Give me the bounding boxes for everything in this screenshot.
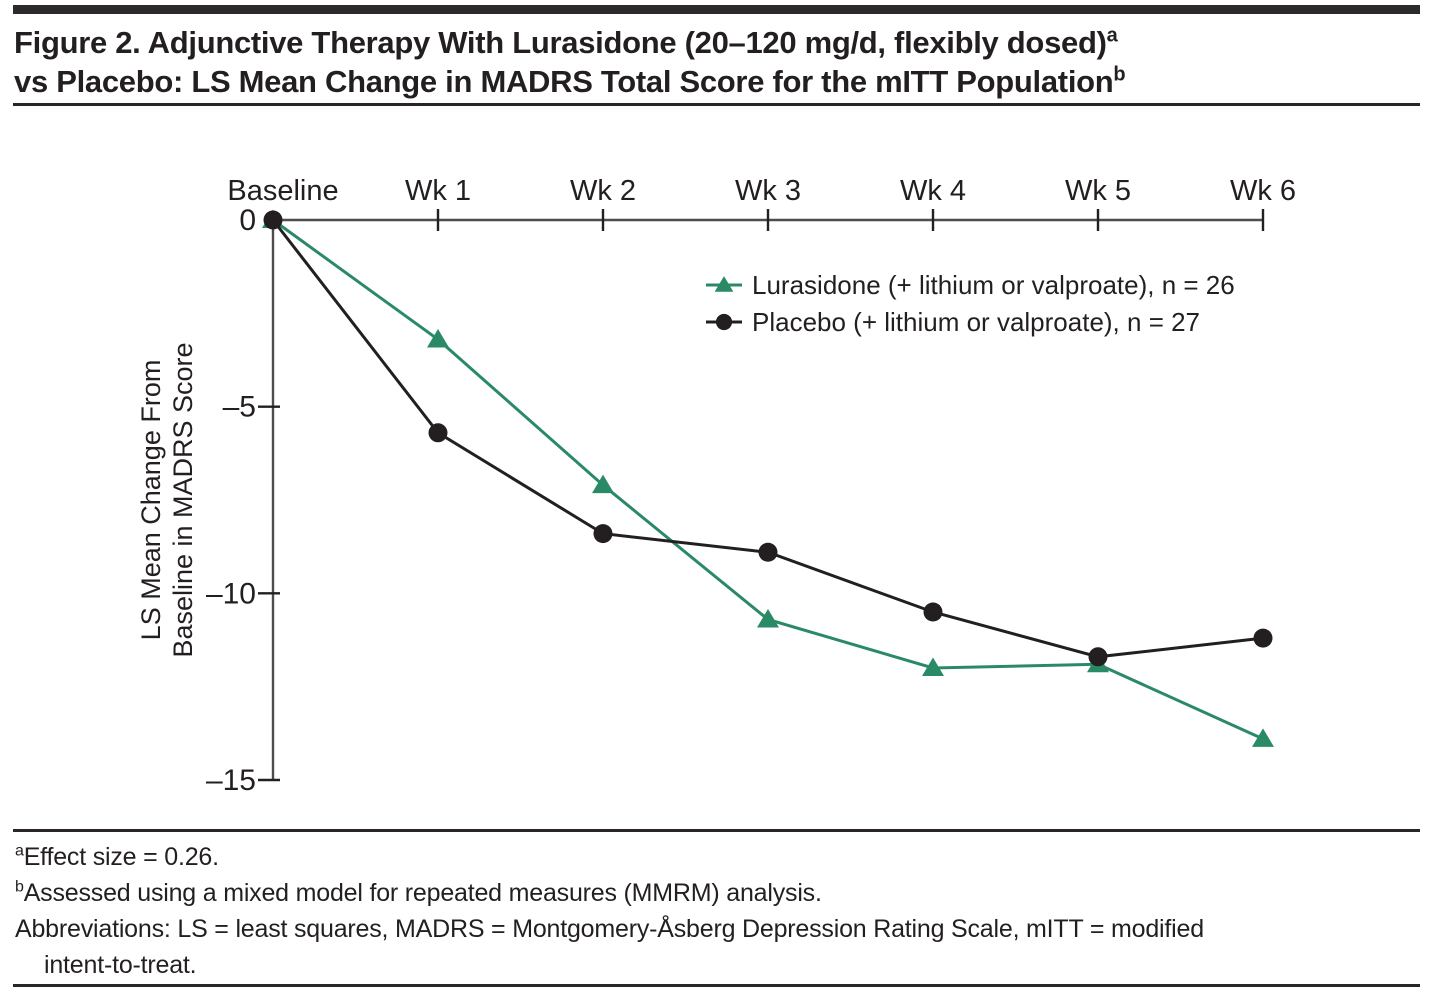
- footnote-top-rule: [13, 829, 1420, 832]
- y-axis-title-line2: Baseline in MADRS Score: [168, 342, 198, 658]
- data-point-placebo: [1254, 629, 1273, 648]
- footnote-bottom-rule: [13, 984, 1420, 987]
- y-tick-label: –10: [205, 577, 256, 611]
- figure-title-footnote-marker-b: b: [1113, 63, 1126, 86]
- y-axis-title-line1: LS Mean Change From: [136, 359, 166, 641]
- footnote-effect-size: [15, 839, 1419, 875]
- footnote-mmrm: [15, 875, 1419, 911]
- legend-circle-marker: [716, 314, 732, 330]
- x-tick-label: Wk 5: [1064, 175, 1132, 207]
- x-tick-label: Wk 6: [1229, 175, 1297, 207]
- footnote-abbreviations-text: Abbreviations: LS = least squares, MADRS = Montgomery-Åsberg Depression Rating Scale, mITT = modified: [15, 915, 1204, 943]
- data-point-placebo: [924, 602, 943, 621]
- footnote-effect-size-text: Effect size = 0.26.: [23, 843, 219, 871]
- rule-under-title: [13, 103, 1420, 106]
- figure-title-line1-text: Figure 2. Adjunctive Therapy With Lurasidone (20–120 mg/d, flexibly dosed): [14, 25, 1107, 60]
- footnote-abbreviations: [15, 911, 1419, 947]
- data-point-placebo: [594, 524, 613, 543]
- y-tick-label: 0: [239, 204, 256, 237]
- madrs-line-chart: [0, 130, 1432, 830]
- top-rule: [13, 5, 1420, 14]
- y-tick-label: –15: [205, 763, 256, 797]
- data-point-placebo: [429, 423, 448, 442]
- footnote-marker-b: b: [15, 878, 24, 896]
- data-point-lurasidone: [427, 329, 449, 348]
- figure-title-line1: [14, 23, 1418, 62]
- x-tick-label: Wk 1: [404, 175, 472, 207]
- legend-label: Lurasidone (+ lithium or valproate), n = 26: [752, 270, 1235, 300]
- data-point-lurasidone: [1252, 728, 1274, 747]
- footnote-marker-a: a: [15, 842, 24, 860]
- figure-footnotes: [15, 839, 1419, 983]
- data-point-placebo: [759, 543, 778, 562]
- figure-title-footnote-marker-a: a: [1106, 24, 1118, 47]
- figure-title-line2: [14, 62, 1418, 101]
- figure-title: [14, 23, 1418, 101]
- data-point-placebo: [264, 211, 283, 230]
- x-tick-label: Baseline: [227, 175, 339, 207]
- x-tick-label: Wk 4: [899, 175, 967, 207]
- y-tick-label: –5: [222, 390, 256, 424]
- data-point-placebo: [1089, 647, 1108, 666]
- footnote-abbreviations-cont-text: intent-to-treat.: [44, 951, 197, 979]
- figure-title-line2-text: vs Placebo: LS Mean Change in MADRS Total Score for the mITT Population: [14, 64, 1114, 99]
- x-tick-label: Wk 3: [734, 175, 802, 207]
- footnote-mmrm-text: Assessed using a mixed model for repeated measures (MMRM) analysis.: [23, 879, 822, 907]
- legend-label: Placebo (+ lithium or valproate), n = 27: [752, 307, 1201, 337]
- x-tick-label: Wk 2: [569, 175, 637, 207]
- footnote-abbreviations-cont: [15, 947, 1419, 983]
